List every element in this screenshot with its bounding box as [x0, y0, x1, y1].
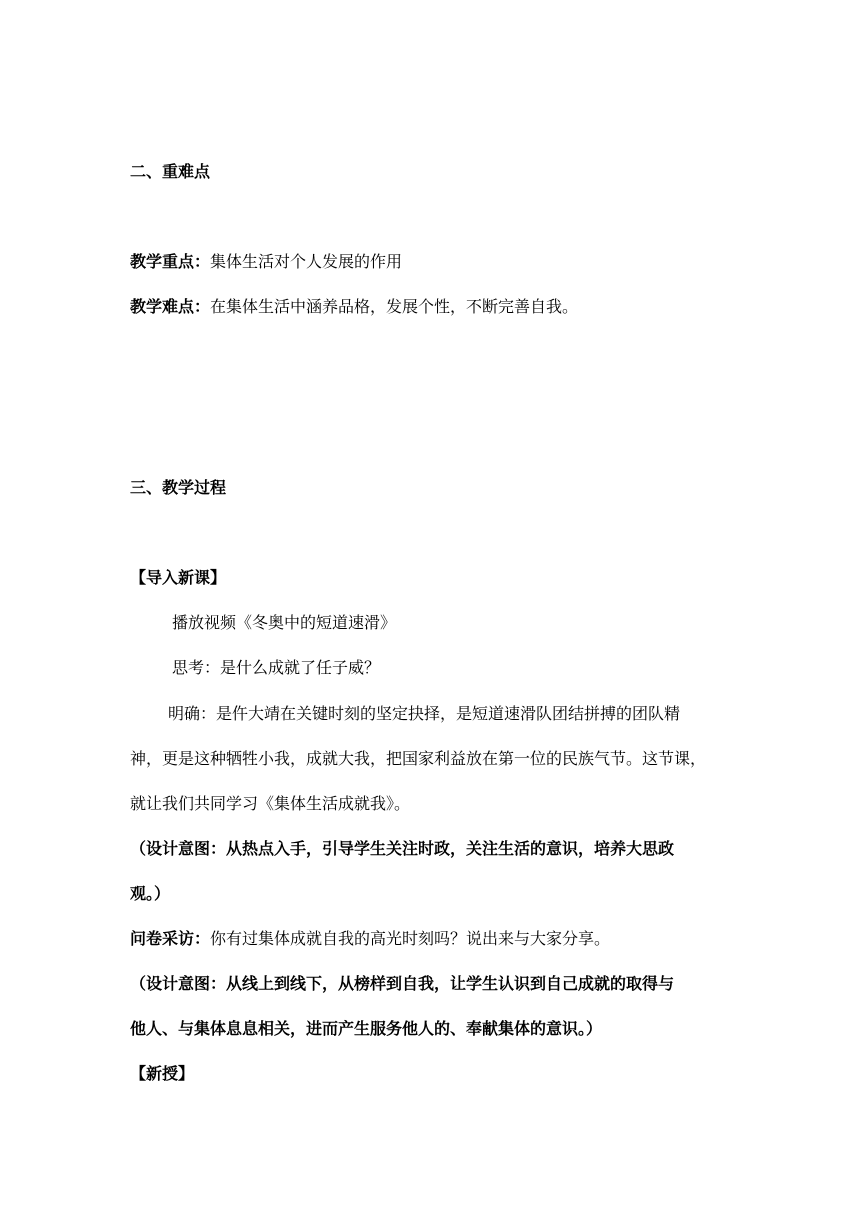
key-point-text: 集体生活对个人发展的作用 — [210, 252, 403, 271]
clarify-line-1: 明确：是仵大靖在关键时刻的坚定抉择，是短道速滑队团结拼搏的团队精 — [168, 704, 681, 723]
think-question: 思考：是什么成就了任子威？ — [172, 658, 381, 677]
survey-label: 问卷采访： — [130, 929, 211, 948]
design-intent-1-line-1: （设计意图：从热点入手，引导学生关注时政，关注生活的意识，培养大思政 — [130, 839, 675, 858]
difficulty-paragraph — [130, 296, 578, 318]
survey-text: 你有过集体成就自我的高光时刻吗？说出来与大家分享。 — [210, 929, 611, 948]
difficulty-label: 教学难点： — [130, 297, 211, 316]
key-point-label: 教学重点： — [130, 252, 211, 271]
new-lesson-heading: 【新授】 — [130, 1064, 195, 1083]
section-heading-key-points: 二、重难点 — [130, 162, 211, 181]
difficulty-text: 在集体生活中涵养品格，发展个性，不断完善自我。 — [210, 297, 579, 316]
play-video-text: 播放视频《冬奥中的短道速滑》 — [172, 613, 397, 632]
clarify-line-2: 神，更是这种牺牲小我，成就大我，把国家利益放在第一位的民族气节。这节课， — [130, 749, 707, 768]
intro-heading: 【导入新课】 — [130, 568, 227, 587]
design-intent-2-line-1: （设计意图：从线上到线下，从榜样到自我，让学生认识到自己成就的取得与 — [130, 974, 675, 993]
clarify-line-3: 就让我们共同学习《集体生活成就我》。 — [130, 794, 411, 813]
section-heading-teaching-process: 三、教学过程 — [130, 478, 227, 497]
survey-paragraph — [130, 928, 610, 950]
design-intent-2-line-2: 他人、与集体息息相关，进而产生服务他人的、奉献集体的意识。） — [130, 1019, 603, 1038]
key-point-paragraph — [130, 251, 402, 273]
design-intent-1-line-2: 观。） — [130, 884, 171, 903]
